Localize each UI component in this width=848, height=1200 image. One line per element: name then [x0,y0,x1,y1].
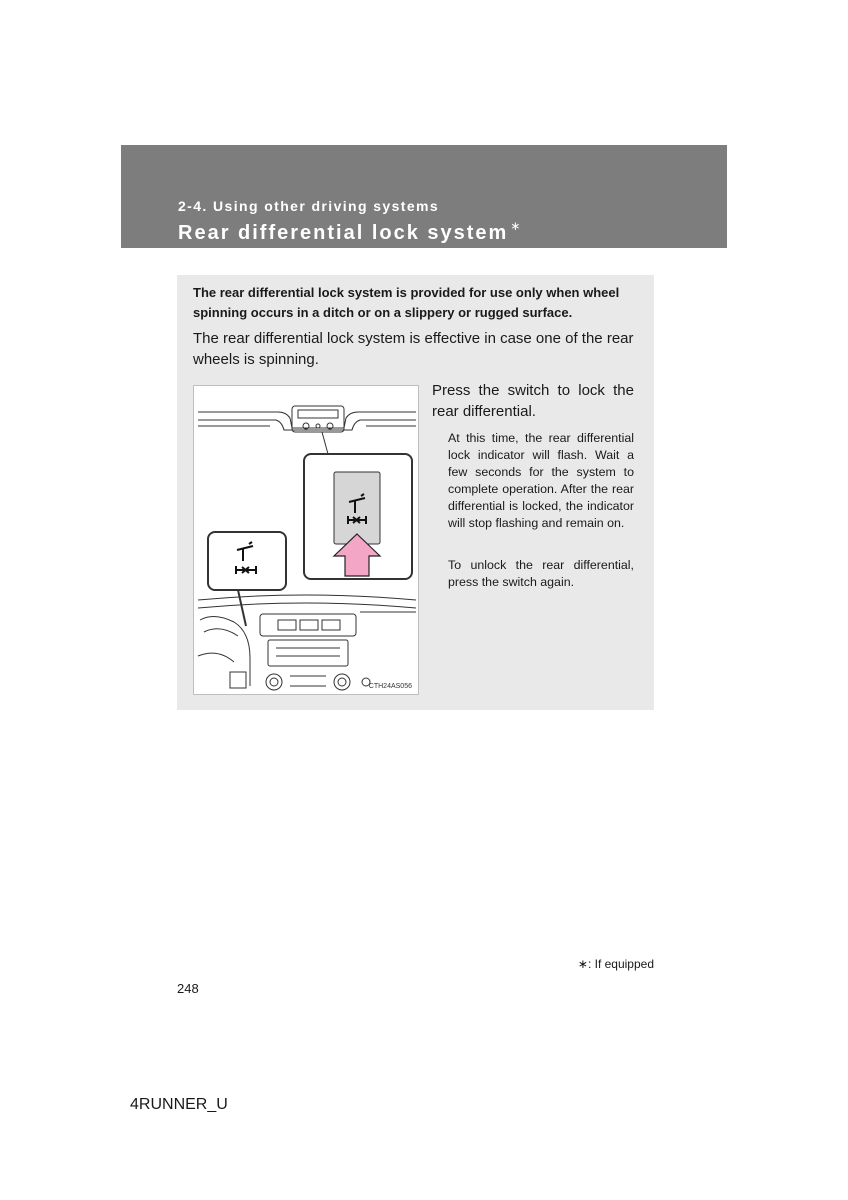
page-title [178,219,522,245]
page-title-text: Rear differential lock system [178,222,509,244]
section-header [121,145,727,248]
step-note-lock: At this time, the rear differential lock indicator will flash. Wait a few seconds for the system to complete operation. After the rear differential is locked, the indicator will stop flashing and remain on. [448,431,634,530]
page-number: 248 [177,981,199,996]
step-note-unlock: To unlock the rear differential, press the switch again. [448,558,634,589]
step-instruction: Press the switch to lock the rear differential. [432,382,634,420]
if-equipped-mark: ∗ [510,219,523,233]
dashboard-illustration [193,385,419,695]
content-panel [177,275,654,710]
if-equipped-footnote: ∗: If equipped [577,957,654,971]
section-label: 2-4. Using other driving systems [178,198,440,214]
model-code: 4RUNNER_U [130,1096,228,1113]
intro-text: The rear differential lock system is effective in case one of the rear wheels is spinning. [193,330,634,368]
figure-code: CTH24AS056 [368,683,412,690]
dashboard-drawing [194,386,420,696]
intro-bold-text: The rear differential lock system is provided for use only when wheel spinning occurs in a ditch or on a slippery or rugged surface. [193,285,620,320]
rear-diff-lock-indicator-icon [236,542,256,574]
